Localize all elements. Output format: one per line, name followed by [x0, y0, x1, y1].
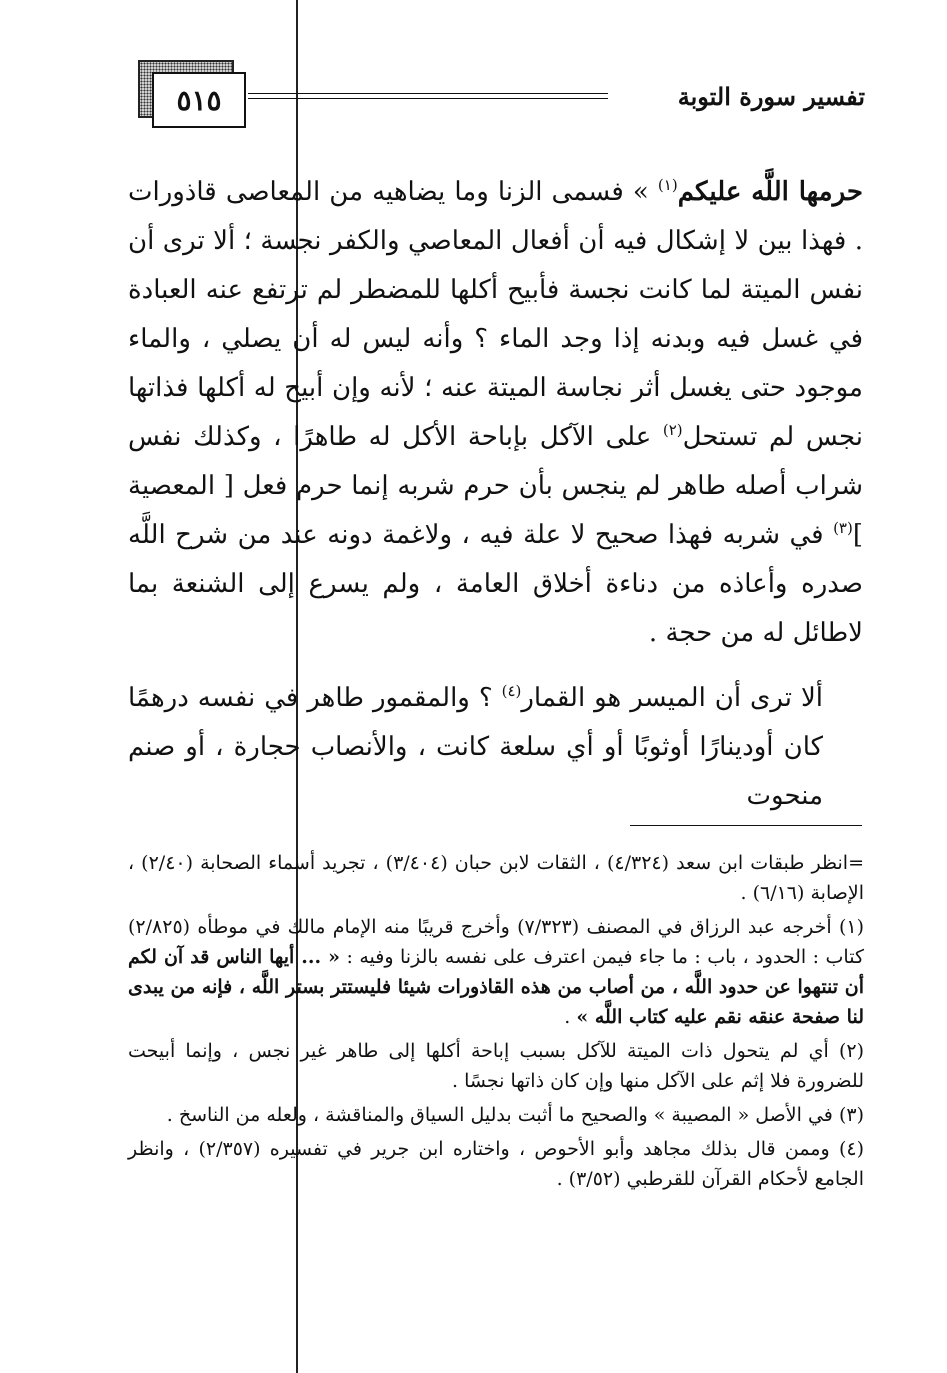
footnote-ref-3: (٣): [833, 519, 853, 537]
paragraph-1-part-2: على الآكل بإباحة الأكل له طاهرًا ، وكذلك نفس شراب أصله طاهر لم ينجس بأن حرم شربه إنما حرم فعل [ المعصية ]: [128, 422, 863, 550]
footnotes: [128, 848, 864, 1198]
footnote-ref-2: (٢): [662, 421, 683, 439]
main-text: [128, 168, 863, 821]
footnote-continued: [128, 848, 864, 908]
paragraph-2-part-2: ؟ والمقمور طاهر في نفسه درهمًا كان أودينارًا أوثوبًا أو أي سلعة كانت ، والأنصاب حجارة ، أو صنم منحوت: [128, 683, 823, 811]
footnote-ref-1: (١): [657, 176, 678, 194]
running-title: تفسير سورة التوبة: [677, 82, 865, 111]
page-header: [130, 60, 865, 130]
page-number: ٥١٥: [152, 72, 246, 128]
footnote-text: وممن قال بذلك مجاهد وأبو الأحوص ، واختاره ابن جرير في تفسيره (٢/٣٥٧) ، وانظر الجامع لأحكام القرآن للقرطبي (٣/٥٢) .: [128, 1138, 864, 1190]
footnote-number: (١): [838, 916, 864, 938]
footnote-ref-4: (٤): [501, 682, 522, 700]
quoted-phrase: حرمها اللَّه عليكم: [677, 177, 863, 207]
footnote-4: [128, 1134, 864, 1194]
footnote-1: [128, 912, 864, 1032]
paragraph-1: [128, 168, 863, 658]
footnote-text: أي لم يتحول ذات الميتة للآكل بسبب إباحة أكلها إلى طاهر غير نجس ، وإنما أبيحت للضرورة فلا إثم على الآكل منها وإن كان ذاتها نجسًا .: [128, 1040, 864, 1092]
footnote-text: في الأصل « المصيبة » والصحيح ما أثبت بدليل السياق والمناقشة ، ولعله من الناسخ .: [166, 1104, 839, 1126]
paragraph-1-part-1: » فسمى الزنا وما يضاهيه من المعاصى قاذورات . فهذا بين لا إشكال فيه أن أفعال المعاصي والكفر نجسة ؛ ألا ترى أن نفس الميتة لما كانت نجسة فأبيح أكلها للمضطر لم ترتفع عنه العبادة في غسل فيه وبدنه إذا وجد الماء ؟ وأنه ليس له أن يصلي ، والماء موجود حتى يغسل أثر نجاسة الميتة عنه ؛ لأنه وإن أبيح له أكلها فذاتها نجس لم تستحل: [128, 177, 864, 452]
footnote-2: [128, 1036, 864, 1096]
paragraph-1-part-3: في شربه فهذا صحيح لا علة فيه ، ولاغمة دونه عند من شرح اللَّه صدره وأعاذه من دناءة أخلاق العامة ، ولم يسرع إلى الشنعة بما لاطائل له من حجة .: [128, 520, 863, 648]
footnote-tail: .: [564, 1006, 577, 1028]
footnote-number: (٣): [838, 1104, 864, 1126]
paragraph-2-part-1: ألا ترى أن الميسر هو القمار: [521, 683, 823, 713]
footnote-separator: [630, 825, 862, 826]
paragraph-2: [128, 674, 863, 821]
footnote-number: (٢): [838, 1040, 864, 1062]
footnote-text: =انظر طبقات ابن سعد (٤/٣٢٤) ، الثقات لابن حبان (٣/٤٠٤) ، تجريد أسماء الصحابة (٢/٤٠) ، الإصابة (٦/١٦) .: [128, 852, 864, 904]
footnote-text: أخرجه عبد الرزاق في المصنف (٧/٣٢٣) وأخرج قريبًا منه الإمام مالك في موطأه (٢/٨٢٥) كتاب : الحدود ، باب : ما جاء فيمن اعترف على نفسه بالزنا وفيه :: [128, 916, 864, 968]
header-rule: [248, 93, 608, 99]
footnote-3: [128, 1100, 864, 1130]
footnote-quote: « ... أيها الناس قد آن لكم أن تنتهوا عن حدود اللَّه ، من أصاب من هذه القاذورات شيئا فليستتر بستر اللَّه ، فإنه من يبدى لنا صفحة عنقه نقم عليه كتاب اللَّه »: [128, 946, 864, 1028]
footnote-number: (٤): [838, 1138, 864, 1160]
